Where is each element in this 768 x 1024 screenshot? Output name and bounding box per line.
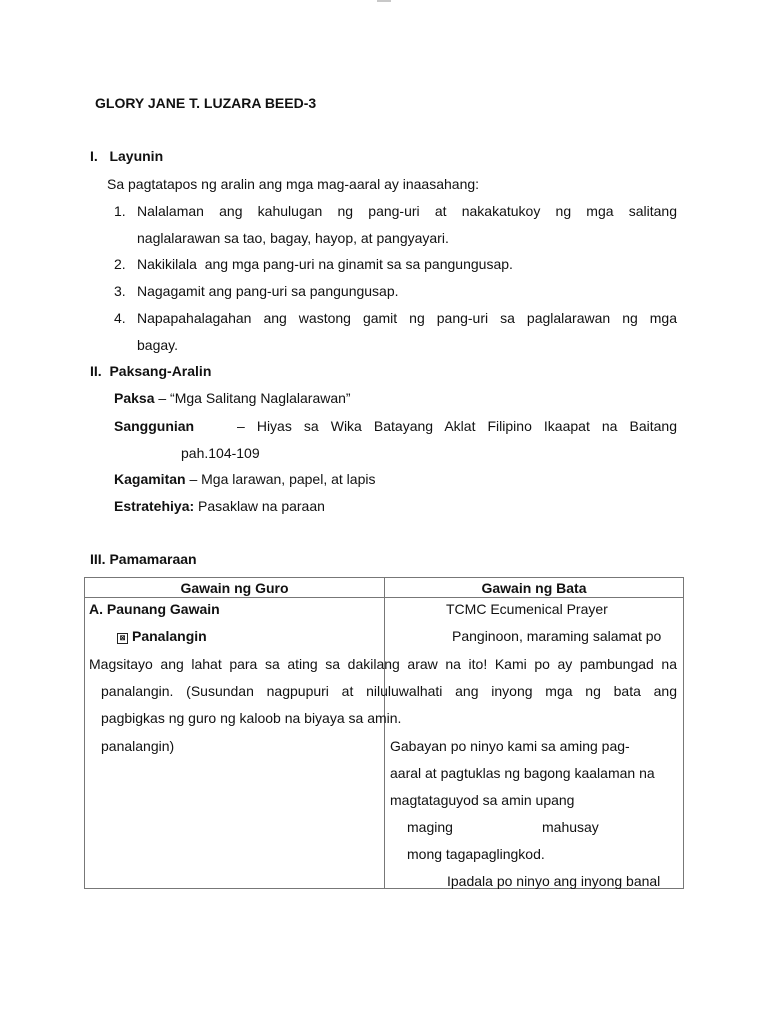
objective-3-num: 3. — [114, 283, 126, 299]
guro-text-line3: pagbigkas ng guro ng kaloob na biyaya sa amin. — [101, 710, 402, 726]
objective-4-line2: bagay. — [137, 337, 178, 353]
section1-heading: I. Layunin — [90, 148, 164, 164]
section2-heading: II. Paksang-Aralin — [90, 363, 212, 379]
objective-4-line1: Napapahalagahan ang wastong gamit ng pang-uri sa paglalarawan ng mga — [137, 310, 677, 326]
bata-word-mahusay: mahusay — [542, 819, 599, 835]
sanggunian-line — [114, 417, 677, 435]
pamamaraan-table — [84, 577, 684, 889]
section1-intro: Sa pagtatapos ng aralin ang mga mag-aaral ay inaasahang: — [107, 176, 480, 192]
checkbox-icon: ⊠ — [117, 633, 128, 644]
page-top-marker — [377, 0, 391, 2]
kagamitan-line — [114, 470, 375, 488]
paksa-value: – “Mga Salitang Naglalarawan” — [154, 390, 351, 406]
objective-1-line1: Nalalaman ang kahulugan ng pang-uri at nakakatukoy ng mga salitang — [137, 203, 677, 219]
kagamitan-value: – Mga larawan, papel, at lapis — [185, 471, 376, 487]
bata-text-line2: Panginoon, maraming salamat po — [452, 628, 662, 644]
objective-1-line2: naglalarawan sa tao, bagay, hayop, at pangyayari. — [137, 230, 449, 246]
bata-text-line4: aaral at pagtuklas ng bagong kaalaman na — [390, 765, 655, 781]
panalangin-item — [117, 627, 207, 645]
sanggunian-label: Sanggunian — [114, 418, 195, 434]
section3-heading: III. Pamamaraan — [90, 551, 197, 567]
paksa-label: Paksa — [114, 390, 155, 406]
bata-text-line7: mong tagapaglingkod. — [407, 846, 545, 862]
objective-1-num: 1. — [114, 203, 126, 219]
objective-2-num: 2. — [114, 256, 126, 272]
guro-text-line1: Magsitayo ang lahat para sa ating sa dakilang araw na ito! Kami po ay pambungad na — [89, 656, 677, 672]
paunang-gawain-heading: A. Paunang Gawain — [89, 601, 220, 617]
estratehiya-value: Pasaklaw na paraan — [194, 498, 325, 514]
guro-text-line4: panalangin) — [101, 738, 175, 754]
sanggunian-value: – Hiyas sa Wika Batayang Aklat Filipino Ikaapat na Baitang — [237, 418, 677, 434]
sanggunian-page: pah.104-109 — [181, 445, 260, 461]
bata-text-line1: TCMC Ecumenical Prayer — [446, 601, 608, 617]
estratehiya-label: Estratehiya: — [114, 498, 195, 514]
estratehiya-line — [114, 497, 325, 515]
panalangin-label: Panalangin — [132, 628, 207, 644]
bata-text-line3: Gabayan po ninyo kami sa aming pag- — [390, 738, 630, 754]
bata-text-line8: Ipadala po ninyo ang inyong banal — [447, 873, 661, 889]
objective-4-num: 4. — [114, 310, 126, 326]
bata-text-line5: magtataguyod sa amin upang — [390, 792, 575, 808]
bata-word-maging: maging — [407, 819, 453, 835]
header-gawain-guro: Gawain ng Guro — [85, 578, 385, 598]
header-gawain-bata: Gawain ng Bata — [385, 578, 684, 598]
objective-3-line1: Nagagamit ang pang-uri sa pangungusap. — [137, 283, 399, 299]
guro-text-line2: panalangin. (Susundan nagpupuri at niluluwalhati ang inyong mga ng bata ang — [101, 683, 677, 699]
paksa-line — [114, 389, 351, 407]
table-header-row — [85, 578, 684, 598]
kagamitan-label: Kagamitan — [114, 471, 186, 487]
objective-2-line1: Nakikilala ang mga pang-uri na ginamit sa sa pangungusap. — [137, 256, 513, 272]
author-line: GLORY JANE T. LUZARA BEED-3 — [95, 95, 317, 111]
